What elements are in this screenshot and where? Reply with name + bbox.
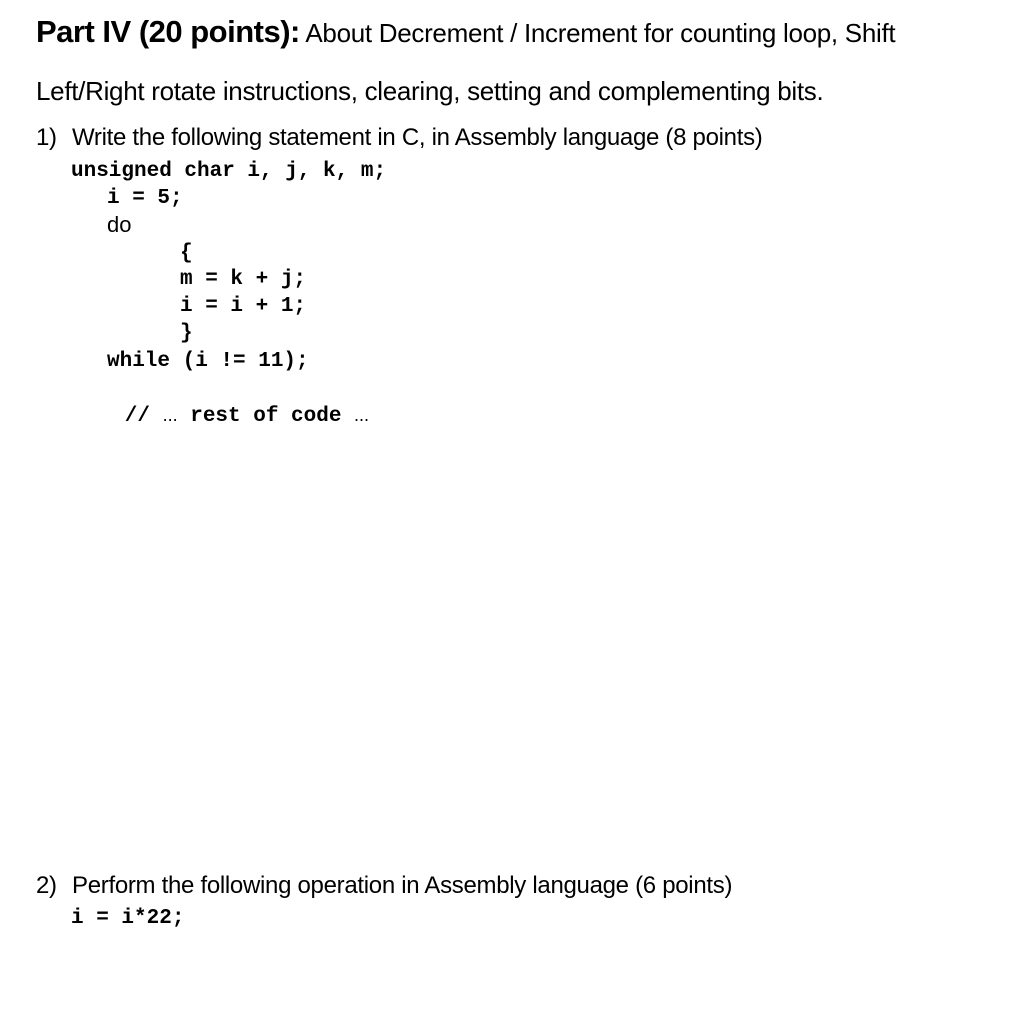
comment-slashes: // bbox=[124, 405, 163, 428]
code-body-line1: m = k + j; bbox=[180, 268, 307, 291]
part-title-bold: Part IV (20 points): bbox=[36, 14, 300, 49]
code-open-brace: { bbox=[180, 242, 193, 265]
code-statement: i = i*22; bbox=[71, 907, 185, 930]
code-init: i = 5; bbox=[107, 187, 183, 210]
code-declaration: unsigned char i, j, k, m; bbox=[71, 160, 387, 183]
part-title-rest: About Decrement / Increment for counting loop, Shift bbox=[299, 18, 896, 48]
code-body-line2: i = i + 1; bbox=[180, 295, 307, 318]
question-2 bbox=[36, 872, 732, 900]
code-comment-line bbox=[107, 375, 369, 457]
code-while-line: while (i != 11); bbox=[107, 350, 309, 373]
question-2-number: 2) bbox=[36, 872, 57, 899]
code-close-brace: } bbox=[180, 322, 193, 345]
comment-ellipsis-start: ... bbox=[162, 405, 178, 425]
code-do-keyword: do bbox=[107, 212, 132, 237]
question-2-text: Perform the following operation in Assembly language (6 points) bbox=[72, 872, 733, 899]
question-1-text: Write the following statement in C, in Assembly language (8 points) bbox=[72, 124, 763, 151]
comment-text: rest of code bbox=[177, 405, 355, 428]
part-header bbox=[36, 14, 895, 50]
question-1 bbox=[36, 124, 762, 152]
question-1-number: 1) bbox=[36, 124, 57, 151]
part-header-line2: Left/Right rotate instructions, clearing, setting and complementing bits. bbox=[36, 76, 824, 106]
comment-ellipsis-end: ... bbox=[354, 405, 370, 425]
